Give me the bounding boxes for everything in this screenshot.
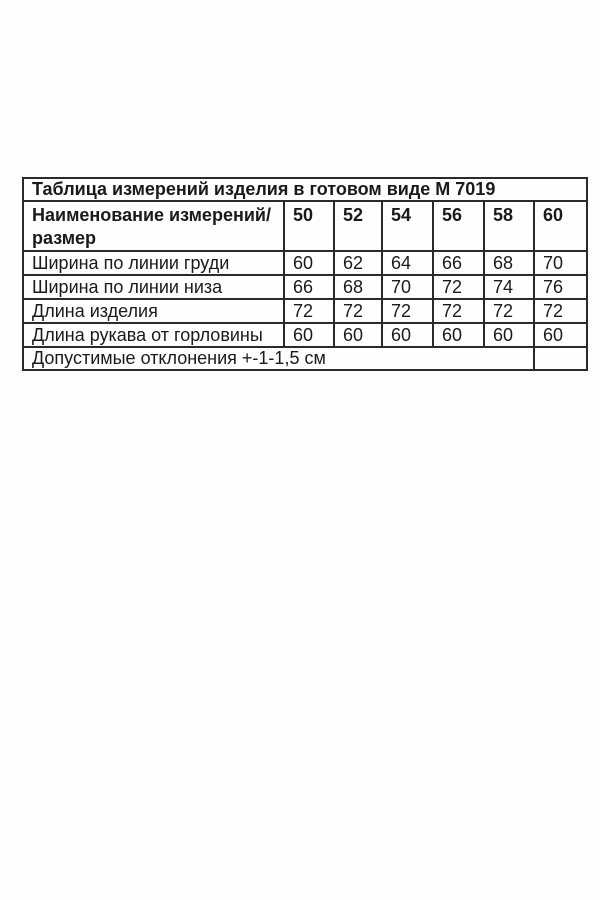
row-label: Ширина по линии груди [23, 251, 284, 275]
table-cell: 68 [334, 275, 382, 299]
table-cell: 72 [534, 299, 587, 323]
table-header-row [23, 201, 587, 251]
table-cell: 60 [382, 323, 433, 347]
table-cell: 72 [382, 299, 433, 323]
table-cell: 72 [484, 299, 534, 323]
size-header: 54 [382, 201, 433, 251]
table-cell: 60 [334, 323, 382, 347]
table-cell: 60 [484, 323, 534, 347]
row-label: Длина изделия [23, 299, 284, 323]
table-cell: 70 [382, 275, 433, 299]
table-title: Таблица измерений изделия в готовом виде М 7019 [23, 178, 587, 201]
empty-cell [534, 347, 587, 370]
table-cell: 72 [433, 275, 484, 299]
table-row [23, 251, 587, 275]
table-cell: 66 [433, 251, 484, 275]
table-cell: 70 [534, 251, 587, 275]
table-cell: 72 [284, 299, 334, 323]
table-cell: 76 [534, 275, 587, 299]
table-cell: 66 [284, 275, 334, 299]
table-cell: 72 [334, 299, 382, 323]
table-title-row [23, 178, 587, 201]
table-cell: 68 [484, 251, 534, 275]
table-cell: 72 [433, 299, 484, 323]
table-row [23, 299, 587, 323]
row-label: Ширина по линии низа [23, 275, 284, 299]
table-footer-row [23, 347, 587, 370]
table-cell: 62 [334, 251, 382, 275]
table-row [23, 275, 587, 299]
header-label: Наименование измерений/размер [23, 201, 284, 251]
table-cell: 74 [484, 275, 534, 299]
table-cell: 60 [433, 323, 484, 347]
tolerance-note: Допустимые отклонения +-1-1,5 см [23, 347, 534, 370]
size-header: 60 [534, 201, 587, 251]
measurement-table [22, 177, 588, 371]
table-cell: 60 [534, 323, 587, 347]
size-header: 56 [433, 201, 484, 251]
row-label: Длина рукава от горловины [23, 323, 284, 347]
table-row [23, 323, 587, 347]
table-cell: 60 [284, 323, 334, 347]
size-header: 50 [284, 201, 334, 251]
table-cell: 60 [284, 251, 334, 275]
size-header: 52 [334, 201, 382, 251]
table-cell: 64 [382, 251, 433, 275]
size-header: 58 [484, 201, 534, 251]
